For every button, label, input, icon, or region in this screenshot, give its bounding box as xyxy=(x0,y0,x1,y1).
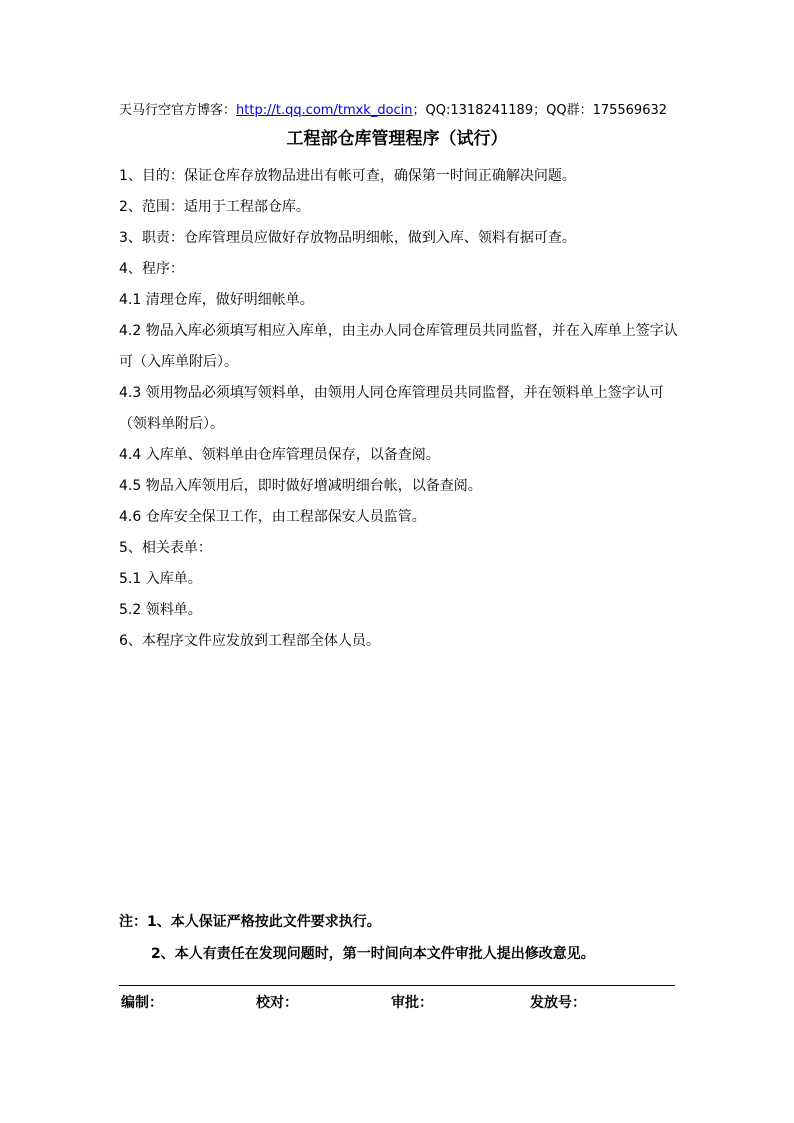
paragraph: 1、目的：保证仓库存放物品进出有帐可查，确保第一时间正确解决问题。 xyxy=(119,168,576,184)
note-line-2: 2、本人有责任在发现问题时，第一时间向本文件审批人提出修改意见。 xyxy=(151,946,595,962)
paragraph: 4.2 物品入库必须填写相应入库单，由主办人同仓库管理员共同监督，并在入库单上签字认可（入库单附后）。 xyxy=(119,323,678,370)
paragraph: 4.3 领用物品必须填写领料单，由领用人同仓库管理员共同监督，并在领料单上签字认可（领料单附后）。 xyxy=(119,385,664,432)
header-suffix: ；QQ:1318241189；QQ群：175569632 xyxy=(412,103,668,118)
header-prefix: 天马行空官方博客： xyxy=(119,103,237,118)
paragraph: 4.6 仓库安全保卫工作，由工程部保安人员监管。 xyxy=(119,509,426,525)
proofread-by-label: 校对： xyxy=(256,995,298,1011)
paragraph: 3、职责：仓库管理员应做好存放物品明细帐，做到入库、领料有据可查。 xyxy=(119,230,576,246)
header-line xyxy=(119,99,667,118)
paragraph: 4、程序： xyxy=(119,261,184,277)
compiled-by-label: 编制： xyxy=(121,995,163,1011)
paragraph: 5.2 领料单。 xyxy=(119,602,202,618)
document-body xyxy=(119,161,679,657)
approved-by-label: 审批： xyxy=(391,995,433,1011)
note-line-1: 注：1、本人保证严格按此文件要求执行。 xyxy=(119,914,381,930)
notes-section xyxy=(119,912,595,964)
paragraph: 4.5 物品入库领用后，即时做好增减明细台帐，以备查阅。 xyxy=(119,478,482,494)
blog-link[interactable]: http://t.qq.com/tmxk_docin xyxy=(236,103,413,118)
document-title: 工程部仓库管理程序（试行） xyxy=(286,129,508,149)
paragraph: 5、相关表单： xyxy=(119,540,212,556)
paragraph: 4.4 入库单、领料单由仓库管理员保存，以备查阅。 xyxy=(119,447,440,463)
issue-number-label: 发放号： xyxy=(530,995,586,1011)
paragraph: 6、本程序文件应发放到工程部全体人员。 xyxy=(119,633,380,649)
paragraph: 4.1 清理仓库，做好明细帐单。 xyxy=(119,292,314,308)
paragraph: 5.1 入库单。 xyxy=(119,571,202,587)
signature-rule xyxy=(119,985,675,986)
paragraph: 2、范围：适用于工程部仓库。 xyxy=(119,199,310,215)
